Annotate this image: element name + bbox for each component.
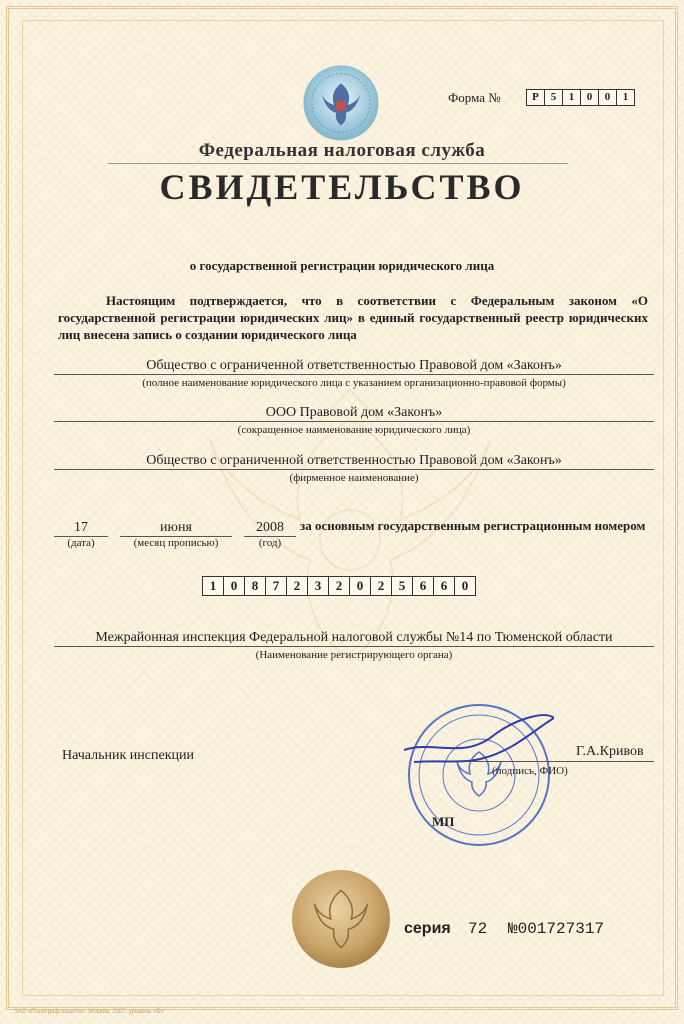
short-name-value: ООО Правовой дом «Законъ» <box>265 405 443 420</box>
form-label: Форма № <box>448 90 501 105</box>
hologram-emblem-icon <box>302 64 380 142</box>
signature-caption: (подпись, ФИО) <box>492 765 568 777</box>
ogrn-digit: 3 <box>307 576 329 596</box>
date-month-caption: (месяц прописью) <box>133 537 219 549</box>
form-code-cell: 5 <box>544 89 563 106</box>
certificate-title: СВИДЕТЕЛЬСТВО <box>159 167 525 207</box>
form-code-cell: Р <box>526 89 545 106</box>
ogrn-digit: 2 <box>370 576 392 596</box>
signature-line <box>470 761 654 762</box>
form-code-cell: 1 <box>562 89 581 106</box>
date-year-value: 2008 <box>256 520 284 535</box>
agency-title: Федеральная налоговая служба <box>198 140 486 161</box>
signatory-name: Г.А.Кривов <box>576 744 644 759</box>
date-month-block <box>120 520 232 549</box>
full-name-value: Общество с ограниченной ответственностью Правовой дом «Законъ» <box>146 358 562 373</box>
form-code-boxes <box>526 89 634 106</box>
series-label: серия <box>404 920 451 937</box>
title-divider <box>108 163 568 164</box>
date-month-value: июня <box>160 520 192 535</box>
series-value: 72 <box>468 920 488 938</box>
full-name-caption: (полное наименование юридического лица с указанием организационно-правовой формы) <box>142 377 566 389</box>
ogrn-digit: 0 <box>454 576 476 596</box>
printer-note: ЗАО «Полиграф-защита», Москва, 2007, уровень «Б» <box>14 1009 164 1015</box>
date-year-block <box>244 520 296 549</box>
authority-caption: (Наименование регистрирующего органа) <box>255 649 453 661</box>
ogrn-digit: 0 <box>223 576 245 596</box>
date-year-caption: (год) <box>258 537 282 549</box>
ogrn-digit: 6 <box>433 576 455 596</box>
date-day-block <box>54 520 108 549</box>
ogrn-digit: 7 <box>265 576 287 596</box>
gold-seal-icon <box>290 868 392 970</box>
authority-line <box>54 646 654 647</box>
ogrn-boxes <box>202 576 475 596</box>
brand-name-value: Общество с ограниченной ответственностью Правовой дом «Законъ» <box>146 453 562 468</box>
signatory-position: Начальник инспекции <box>62 748 194 763</box>
form-code-cell: 0 <box>598 89 617 106</box>
certificate-subtitle: о государственной регистрации юридического лица <box>189 258 495 273</box>
date-day-caption: (дата) <box>67 537 95 549</box>
brand-name-line <box>54 469 654 470</box>
ogrn-digit: 2 <box>286 576 308 596</box>
registration-number-label: за основным государственным регистрационным номером <box>300 518 646 533</box>
date-day-value: 17 <box>74 520 88 535</box>
form-code-cell: 1 <box>616 89 635 106</box>
form-code-cell: 0 <box>580 89 599 106</box>
ogrn-digit: 5 <box>391 576 413 596</box>
short-name-caption: (сокращенное наименование юридического лица) <box>237 424 471 436</box>
ogrn-digit: 0 <box>349 576 371 596</box>
certificate-number: №001727317 <box>508 920 605 938</box>
ogrn-digit: 1 <box>202 576 224 596</box>
ogrn-digit: 8 <box>244 576 266 596</box>
brand-name-caption: (фирменное наименование) <box>289 472 419 484</box>
full-name-line <box>54 374 654 375</box>
seal-place-label: МП <box>432 814 455 829</box>
short-name-line <box>54 421 654 422</box>
ogrn-digit: 2 <box>328 576 350 596</box>
ogrn-digit: 6 <box>412 576 434 596</box>
certification-paragraph: Настоящим подтверждается, что в соответствии с Федеральным законом «О государственной регистрации юридических лиц» в единый государственный реестр юридических лиц внесена запись о создании юридического лица <box>58 293 648 342</box>
authority-value: Межрайонная инспекция Федеральной налоговой службы №14 по Тюменской области <box>95 630 613 645</box>
